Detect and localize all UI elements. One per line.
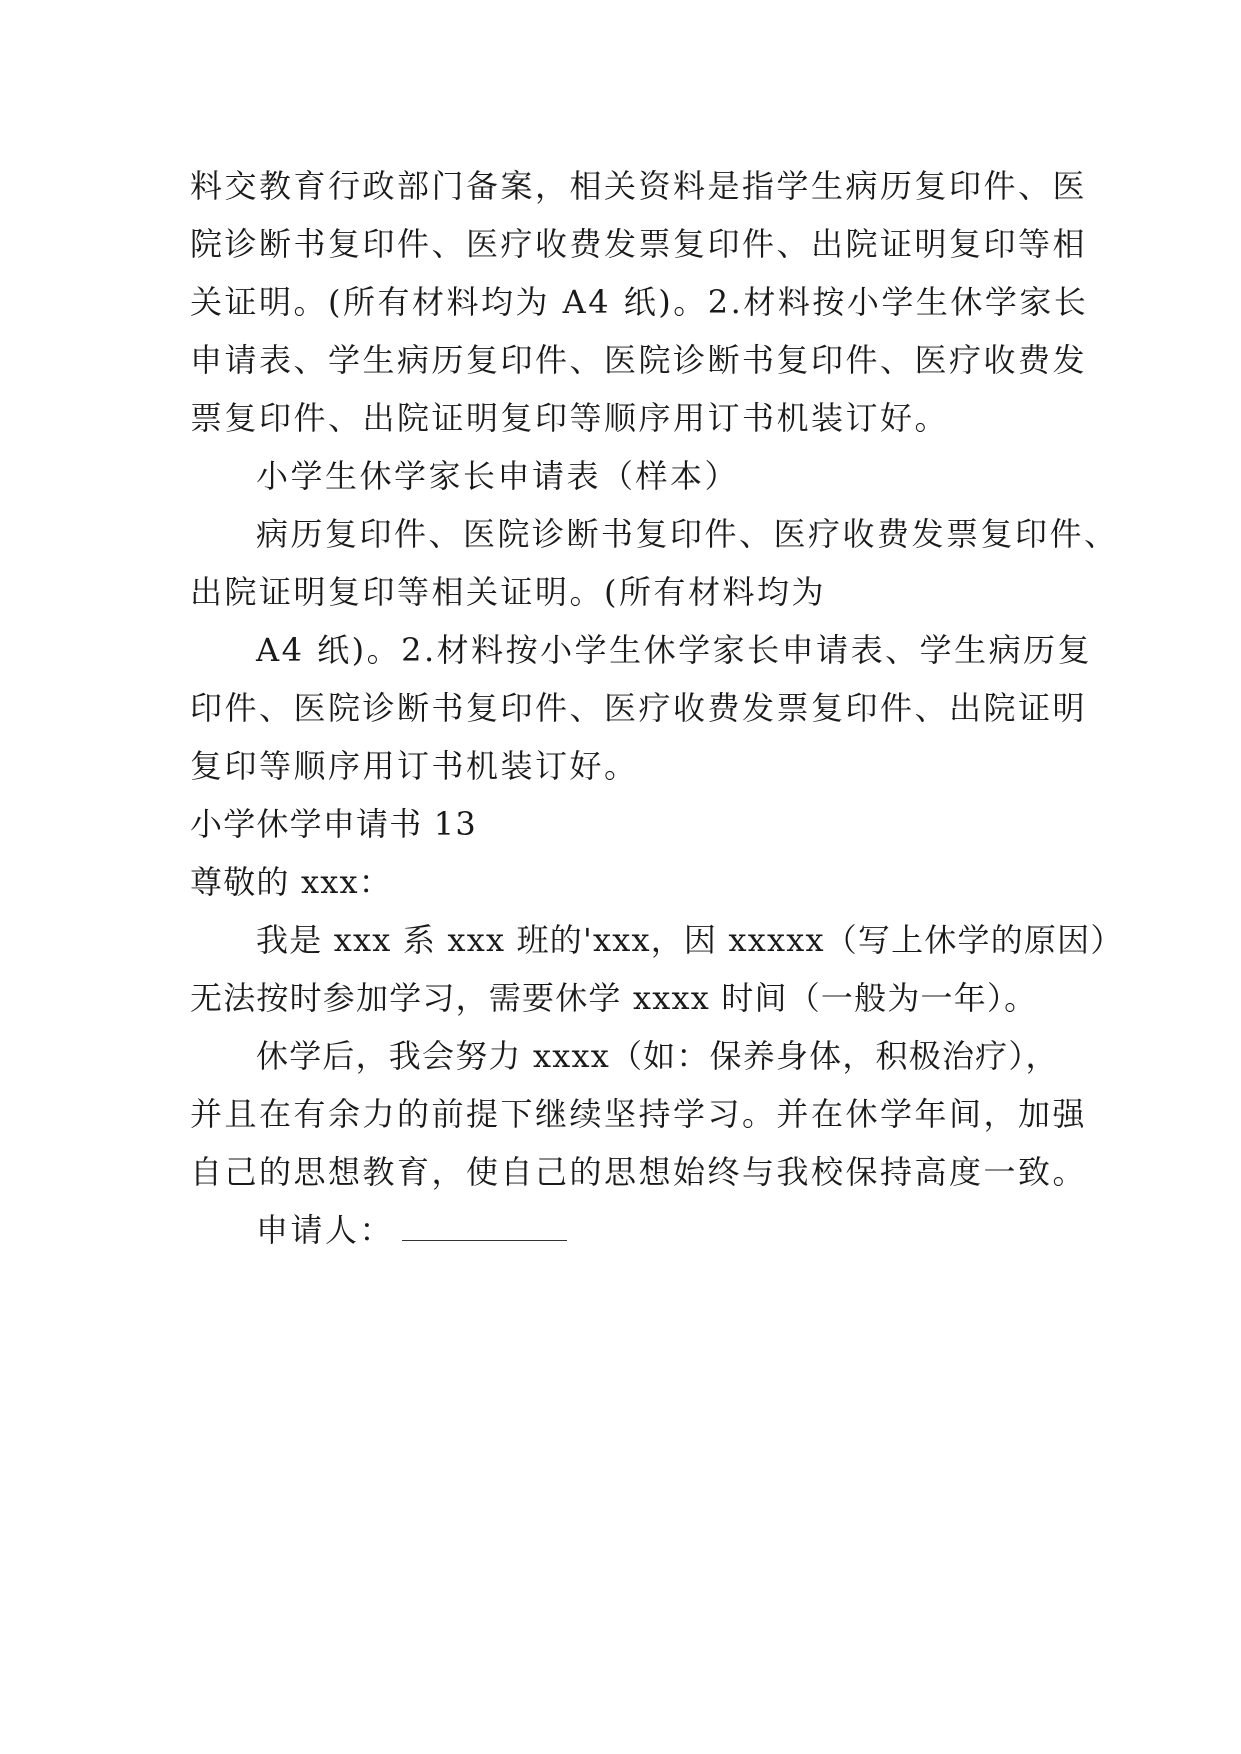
body-text-line: 票复印件、出院证明复印等顺序用订书机装订好。: [190, 399, 950, 437]
form-sample-title: 小学生休学家长申请表（样本）: [256, 457, 740, 495]
body-text-line: 并且在有余力的前提下继续坚持学习。并在休学年间，加强: [190, 1095, 1088, 1133]
signature-blank: [402, 1212, 567, 1241]
body-text-line: 无法按时参加学习，需要休学 xxxx 时间（一般为一年）。: [190, 979, 1038, 1017]
body-text-line: 关证明。(所有材料均为 A4 纸)。2.材料按小学生休学家长: [190, 283, 1089, 321]
body-text-line: 院诊断书复印件、医疗收费发票复印件、出院证明复印等相: [190, 225, 1088, 263]
body-text-line: 申请表、学生病历复印件、医院诊断书复印件、医疗收费发: [190, 341, 1088, 379]
body-text-line: A4 纸)。2.材料按小学生休学家长申请表、学生病历复: [256, 631, 1093, 669]
section-heading: 小学休学申请书 13: [190, 805, 477, 843]
body-text-line: 印件、医院诊断书复印件、医疗收费发票复印件、出院证明: [190, 689, 1088, 727]
body-text-line: 我是 xxx 系 xxx 班的'xxx，因 xxxxx（写上休学的原因）: [256, 921, 1124, 959]
body-text-line: 自己的思想教育，使自己的思想始终与我校保持高度一致。: [190, 1153, 1088, 1191]
applicant-signature-line: [256, 1210, 567, 1250]
body-text-line: 复印等顺序用订书机装订好。: [190, 747, 639, 785]
body-text-line: 出院证明复印等相关证明。(所有材料均为: [190, 573, 826, 611]
applicant-label: 申请人：: [256, 1211, 395, 1249]
body-text-line: 休学后，我会努力 xxxx（如：保养身体，积极治疗），: [256, 1037, 1059, 1075]
body-text-line: 料交教育行政部门备案，相关资料是指学生病历复印件、医: [190, 167, 1088, 205]
salutation: 尊敬的 xxx：: [190, 863, 392, 901]
body-text-line: 病历复印件、医院诊断书复印件、医疗收费发票复印件、: [256, 515, 1119, 553]
